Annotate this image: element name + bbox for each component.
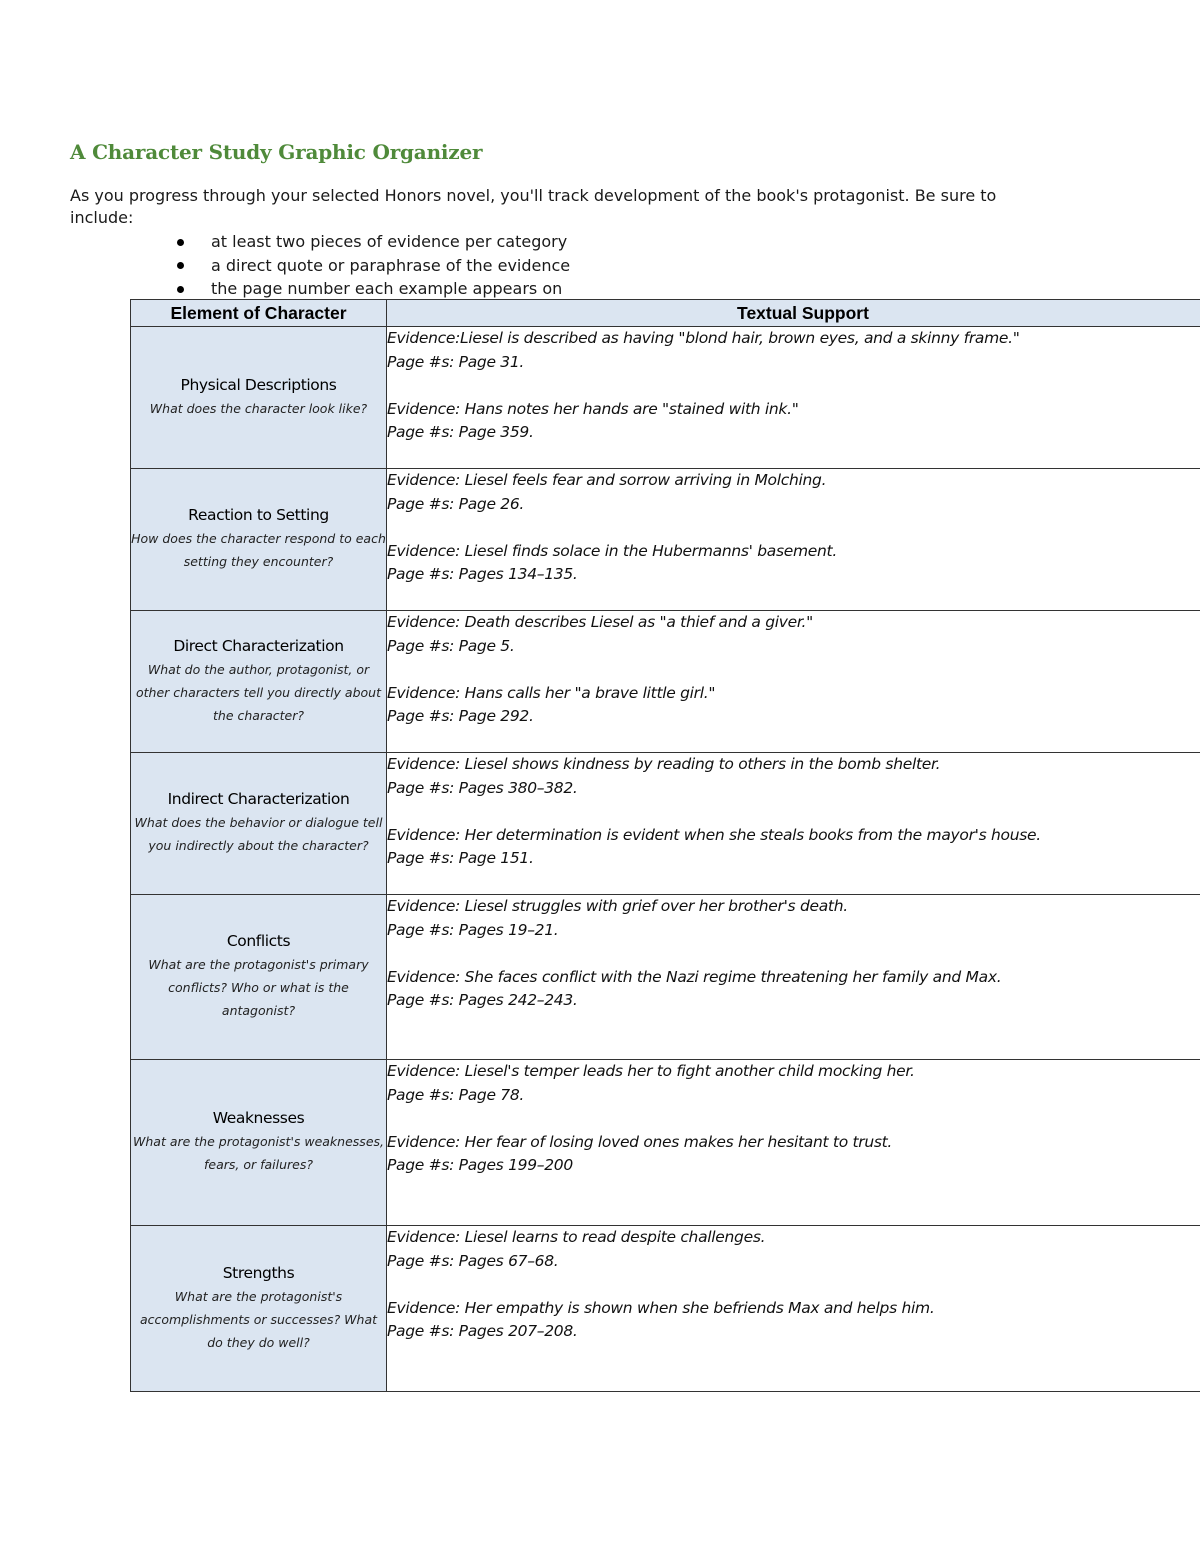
evidence-cell[interactable] — [387, 327, 1200, 469]
evidence-cell[interactable] — [387, 1060, 1200, 1226]
table-row — [131, 1226, 1200, 1392]
evidence-page: Page #s: Pages 199–200 — [387, 1156, 573, 1174]
evidence-text: Evidence: Liesel learns to read despite challenges. — [387, 1228, 766, 1246]
evidence-page: Page #s: Pages 134–135. — [387, 565, 578, 583]
element-question: What do the author, protagonist, or other characters tell you directly about the character? — [136, 661, 381, 723]
evidence-page: Page #s: Pages 207–208. — [387, 1322, 578, 1340]
evidence-text: Evidence: Hans calls her "a brave little girl." — [387, 683, 716, 702]
bullet-icon — [177, 239, 184, 246]
table-row — [131, 469, 1200, 611]
evidence-text: Evidence:Liesel is described as having "blond hair, brown eyes, and a skinny frame." — [387, 329, 1020, 347]
element-question: What does the character look like? — [149, 400, 368, 416]
element-title: Strengths — [222, 1263, 295, 1282]
evidence-text: Evidence: Her fear of losing loved ones makes her hesitant to trust. — [387, 1132, 893, 1151]
element-label-cell — [131, 1060, 387, 1226]
element-title: Physical Descriptions — [180, 375, 337, 394]
element-title: Reaction to Setting — [188, 506, 329, 524]
list-item-text: the page number each example appears on — [211, 279, 563, 298]
evidence-page: Page #s: Page 5. — [387, 636, 515, 655]
character-organizer-table — [130, 299, 1200, 1392]
evidence-cell[interactable] — [387, 895, 1200, 1060]
evidence-page: Page #s: Page 359. — [387, 423, 534, 441]
element-label-cell — [131, 1226, 387, 1392]
table-row — [131, 611, 1200, 753]
evidence-cell[interactable] — [387, 753, 1200, 895]
list-item — [70, 255, 570, 279]
list-item — [70, 278, 570, 302]
evidence-text: Evidence: Liesel finds solace in the Hubermanns' basement. — [387, 541, 837, 560]
table-row — [131, 327, 1200, 469]
element-question: What are the protagonist's accomplishments or successes? What do they do well? — [139, 1288, 378, 1350]
evidence-page: Page #s: Pages 242–243. — [387, 991, 578, 1009]
element-question: What are the protagonist's weaknesses, fears, or failures? — [133, 1134, 384, 1172]
evidence-text: Evidence: She faces conflict with the Nazi regime threatening her family and Max. — [387, 967, 1002, 986]
evidence-page: Page #s: Page 292. — [387, 707, 534, 725]
table-header-row — [131, 300, 1200, 327]
element-question: What does the behavior or dialogue tell you indirectly about the character? — [134, 815, 383, 853]
element-label-cell — [131, 611, 387, 753]
bullet-icon — [177, 286, 184, 293]
element-label-cell — [131, 895, 387, 1060]
evidence-text: Evidence: Her empathy is shown when she befriends Max and helps him. — [387, 1298, 935, 1317]
element-question: How does the character respond to each setting they encounter? — [131, 531, 386, 569]
list-item-text: at least two pieces of evidence per category — [211, 232, 568, 251]
element-title: Conflicts — [226, 932, 291, 950]
evidence-text: Evidence: Her determination is evident when she steals books from the mayor's house. — [387, 825, 1041, 844]
header-textual-support: Textual Support — [387, 300, 1200, 327]
evidence-cell[interactable] — [387, 469, 1200, 611]
bullet-icon — [177, 262, 184, 269]
evidence-text: Evidence: Liesel's temper leads her to fight another child mocking her. — [387, 1062, 915, 1080]
page-title: A Character Study Graphic Organizer — [70, 140, 483, 164]
evidence-text: Evidence: Hans notes her hands are "stained with ink." — [387, 399, 799, 418]
evidence-page: Page #s: Page 31. — [387, 352, 525, 371]
header-element-of-character: Element of Character — [131, 300, 387, 327]
element-label-cell — [131, 327, 387, 469]
element-question: What are the protagonist's primary conflicts? Who or what is the antagonist? — [148, 957, 369, 1018]
evidence-page: Page #s: Pages 19–21. — [387, 920, 559, 939]
evidence-page: Page #s: Pages 380–382. — [387, 778, 578, 797]
table-row — [131, 895, 1200, 1060]
evidence-text: Evidence: Liesel struggles with grief over her brother's death. — [387, 897, 848, 915]
list-item-text: a direct quote or paraphrase of the evidence — [211, 255, 571, 275]
table-row — [131, 753, 1200, 895]
evidence-page: Page #s: Page 26. — [387, 494, 525, 513]
evidence-cell[interactable] — [387, 1226, 1200, 1392]
table-row — [131, 1060, 1200, 1226]
evidence-page: Page #s: Page 78. — [387, 1085, 525, 1104]
evidence-text: Evidence: Death describes Liesel as "a thief and a giver." — [387, 613, 813, 631]
element-label-cell — [131, 469, 387, 611]
element-title: Weaknesses — [212, 1109, 305, 1127]
requirements-list — [70, 231, 570, 302]
element-title: Indirect Characterization — [167, 790, 350, 808]
intro-paragraph: As you progress through your selected Honors novel, you'll track development of the book's protagonist. Be sure to include: — [70, 186, 997, 227]
evidence-cell[interactable] — [387, 611, 1200, 753]
evidence-page: Page #s: Page 151. — [387, 849, 534, 867]
evidence-text: Evidence: Liesel feels fear and sorrow arriving in Molching. — [387, 471, 827, 489]
evidence-page: Page #s: Pages 67–68. — [387, 1251, 559, 1270]
element-label-cell — [131, 753, 387, 895]
evidence-text: Evidence: Liesel shows kindness by reading to others in the bomb shelter. — [387, 755, 941, 773]
element-title: Direct Characterization — [173, 636, 344, 655]
list-item — [70, 231, 570, 255]
